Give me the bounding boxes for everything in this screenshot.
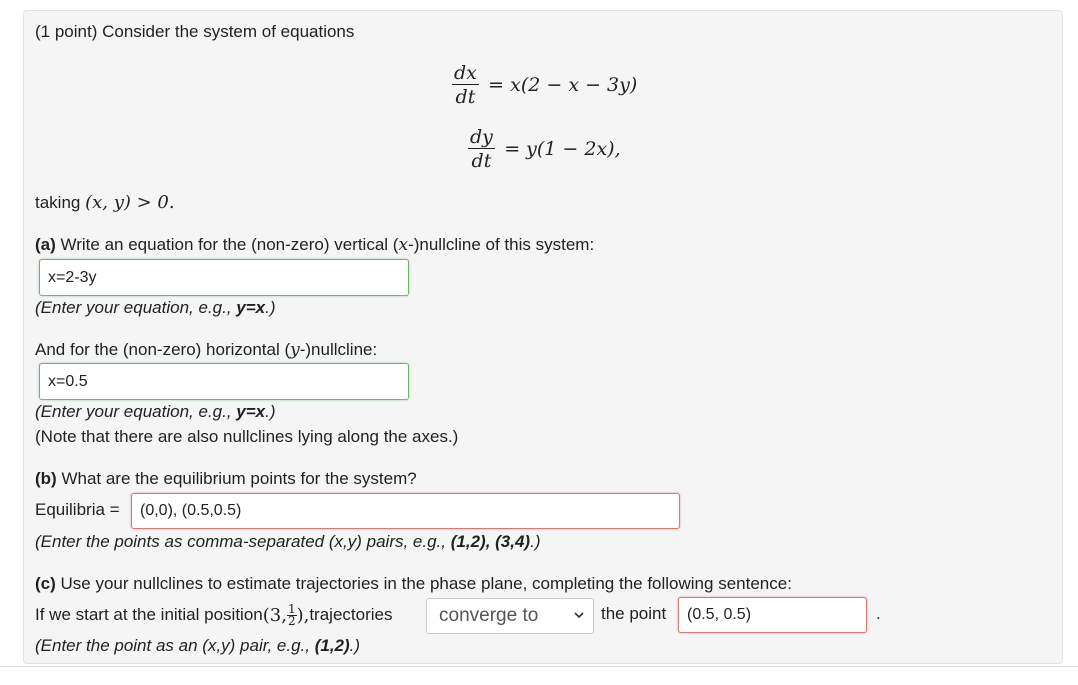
part-a-question (35, 235, 594, 255)
initial-point-open: (3, (262, 604, 287, 626)
hint-example: (1,2), (3,4) (450, 532, 531, 551)
part-c-question (35, 574, 792, 594)
fraction-denominator: dt (455, 86, 476, 108)
limit-point-input[interactable] (678, 597, 867, 633)
hint-suffix: .) (349, 636, 361, 655)
select-value: converge to (439, 605, 539, 626)
fraction-denominator: 2 (287, 613, 296, 628)
equation-dy-dt (468, 126, 621, 173)
domain-condition (35, 192, 175, 213)
fraction-dx-dt (452, 62, 479, 109)
the-point-label: the point (601, 604, 667, 623)
fraction-one-half (287, 601, 297, 628)
part-a-hint-2 (35, 402, 276, 422)
hint-example: y=x (236, 298, 266, 317)
part-a-text-2: -)nullcline of this system: (408, 235, 595, 254)
chevron-down-icon (573, 609, 585, 621)
axes-nullcline-note: (Note that there are also nullclines lying along the axes.) (35, 427, 459, 446)
fraction-numerator: dy (470, 126, 493, 148)
part-b-hint (35, 532, 540, 552)
horizontal-nullcline-question (35, 340, 377, 360)
hint-suffix: .) (265, 402, 276, 421)
horizontal-nullcline-input[interactable] (39, 363, 409, 400)
part-c-label: (c) (35, 574, 56, 593)
equilibria-value: (0,0), (0.5,0.5) (140, 502, 242, 519)
hint-prefix: (Enter your equation, e.g., (35, 298, 237, 317)
horizontal-var: y (290, 340, 300, 360)
part-b-label: (b) (35, 469, 57, 488)
equilibria-label: Equilibria = (35, 500, 120, 519)
part-a-label: (a) (35, 235, 56, 254)
fraction-numerator: dx (454, 62, 477, 84)
hint-suffix: .) (530, 532, 541, 551)
limit-point-value: (0.5, 0.5) (687, 606, 752, 623)
part-b-question (35, 469, 417, 489)
hint-prefix: (Enter the points as comma-separated (x,y) pairs, e.g., (35, 532, 451, 551)
equation-dx-dt (452, 62, 637, 109)
hint-example: y=x (236, 402, 266, 421)
taking-math: (x, y) > 0. (85, 192, 175, 213)
part-a-var: x (398, 235, 409, 255)
part-a-text: Write an equation for the (non-zero) vertical ( (55, 235, 399, 254)
equation-rhs: = x(2 − x − 3y) (488, 73, 638, 96)
equation-rhs: = y(1 − 2x), (504, 137, 621, 160)
divider (0, 666, 1078, 667)
vertical-nullcline-input[interactable] (39, 259, 409, 296)
hint-prefix: (Enter the point as an (x,y) pair, e.g., (35, 636, 315, 655)
sentence-start: If we start at the initial position (35, 605, 263, 624)
fraction-denominator: dt (471, 150, 492, 172)
sentence-period: . (876, 604, 881, 623)
problem-intro: (1 point) Consider the system of equations (35, 22, 355, 41)
vertical-nullcline-value: x=2-3y (48, 268, 97, 286)
horizontal-text-2: -)nullcline: (299, 340, 378, 359)
part-c-text: Use your nullclines to estimate trajectories in the phase plane, completing the following sentence: (55, 574, 792, 593)
fraction-numerator: 1 (287, 601, 296, 616)
taking-label: taking (35, 193, 86, 212)
hint-prefix: (Enter your equation, e.g., (35, 402, 237, 421)
sentence-mid: trajectories (309, 605, 393, 624)
horizontal-text: And for the (non-zero) horizontal ( (35, 340, 291, 359)
part-a-hint (35, 298, 276, 318)
horizontal-nullcline-value: x=0.5 (48, 372, 88, 390)
trajectory-behavior-select[interactable] (426, 598, 594, 634)
fraction-dy-dt (468, 126, 495, 173)
part-b-text: What are the equilibrium points for the system? (56, 469, 417, 488)
part-c-hint (35, 636, 360, 656)
equilibria-input[interactable] (131, 493, 680, 529)
part-c-sentence (35, 600, 392, 630)
hint-example: (1,2) (314, 636, 350, 655)
initial-point-close: ), (296, 604, 310, 626)
hint-suffix: .) (265, 298, 276, 317)
